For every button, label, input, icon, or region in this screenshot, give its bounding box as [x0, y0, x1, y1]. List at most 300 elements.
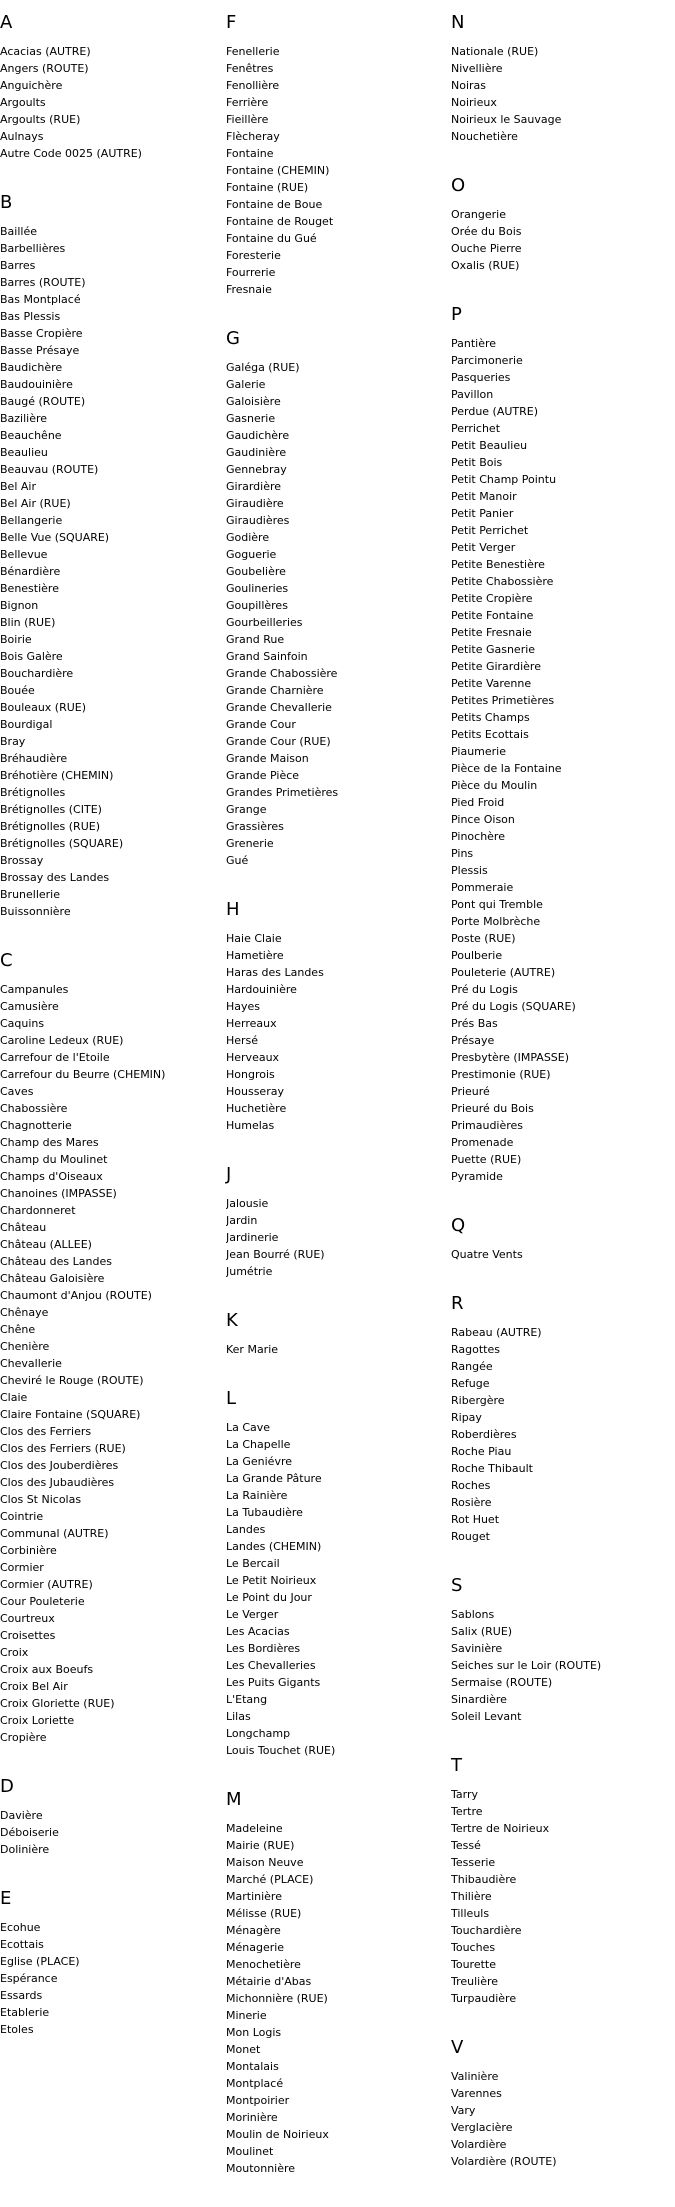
street-name: Prestimonie (RUE) [451, 1068, 551, 1081]
street-name: Herveaux [226, 1051, 280, 1064]
street-name: Clos des Jouberdières [0, 1459, 119, 1472]
street-name: Pièce du Moulin [451, 779, 538, 792]
street-name: Ribergère [451, 1394, 505, 1407]
street-name: Longchamp [226, 1727, 291, 1740]
street-name: Bouleaux (RUE) [0, 701, 87, 714]
street-name: Moutonnière [226, 2162, 296, 2175]
street-name: Clos des Jubaudières [0, 1476, 115, 1489]
street-name: Morinière [226, 2111, 278, 2124]
street-name: Petit Panier [451, 507, 514, 520]
street-name: Petits Champs [451, 711, 530, 724]
street-name: Fontaine [226, 147, 274, 160]
street-name: Rabeau (AUTRE) [451, 1326, 542, 1339]
street-name: Château (ALLEE) [0, 1238, 92, 1251]
street-name: Brossay [0, 854, 44, 867]
letter-section [451, 304, 671, 1185]
street-name: Rosière [451, 1496, 492, 1509]
letter-section [0, 1888, 220, 2038]
street-name: Tessé [451, 1839, 481, 1852]
street-name: Grand Rue [226, 633, 285, 646]
street-name: Les Bordières [226, 1642, 301, 1655]
section-letter-heading: M [226, 1789, 242, 1810]
street-name: Cormier [0, 1561, 44, 1574]
street-name: Chagnotterie [0, 1119, 72, 1132]
street-name: Eglise (PLACE) [0, 1955, 80, 1968]
street-name: Autre Code 0025 (AUTRE) [0, 147, 142, 160]
street-name: Bellevue [0, 548, 48, 561]
street-name: Menochetière [226, 1958, 301, 1971]
street-name: Grange [226, 803, 267, 816]
street-name: Porte Molbrèche [451, 915, 541, 928]
street-name: Jean Bourré (RUE) [226, 1248, 325, 1261]
street-list [226, 1419, 446, 1759]
street-name: Noirieux le Sauvage [451, 113, 562, 126]
street-name: Petite Benestière [451, 558, 545, 571]
street-name: Grandes Primetières [226, 786, 339, 799]
street-name: Montplacé [226, 2077, 284, 2090]
street-name: Promenade [451, 1136, 514, 1149]
street-name: Petit Manoir [451, 490, 517, 503]
street-name: Montpoirier [226, 2094, 290, 2107]
street-list [0, 223, 220, 920]
street-name: Hongrois [226, 1068, 275, 1081]
street-name: Brétignolles (RUE) [0, 820, 100, 833]
street-name: Barres (ROUTE) [0, 276, 86, 289]
street-list [226, 1341, 446, 1358]
street-name: Les Chevalleries [226, 1659, 316, 1672]
street-name: Pins [451, 847, 474, 860]
street-name: Roberdières [451, 1428, 517, 1441]
street-name: Fenollière [226, 79, 280, 92]
street-name: Jardin [226, 1214, 258, 1227]
street-name: Haras des Landes [226, 966, 324, 979]
street-name: Parcimonerie [451, 354, 523, 367]
street-list [451, 1606, 671, 1725]
street-list [0, 981, 220, 1746]
street-name: Chanoines (IMPASSE) [0, 1187, 117, 1200]
street-name: Lilas [226, 1710, 251, 1723]
section-letter-heading: Q [451, 1215, 466, 1236]
street-name: Croix Loriette [0, 1714, 75, 1727]
street-list [0, 1919, 220, 2038]
street-name: Madeleine [226, 1822, 283, 1835]
street-name: Turpaudière [451, 1992, 517, 2005]
street-name: Presbytère (IMPASSE) [451, 1051, 570, 1064]
street-name: Girardière [226, 480, 282, 493]
street-name: Baudouinière [0, 378, 73, 391]
letter-section [0, 12, 220, 162]
street-name: Gaudichère [226, 429, 290, 442]
street-name: Campanules [0, 983, 69, 996]
street-name: Nivellière [451, 62, 503, 75]
street-name: Aulnays [0, 130, 44, 143]
street-name: Sinardière [451, 1693, 507, 1706]
street-name: Roche Thibault [451, 1462, 533, 1475]
letter-section [0, 950, 220, 1746]
street-name: Godière [226, 531, 270, 544]
street-list [451, 1246, 671, 1263]
street-name: Ragottes [451, 1343, 500, 1356]
street-name: Landes [226, 1523, 266, 1536]
street-name: Angers (ROUTE) [0, 62, 89, 75]
street-name: Baudichère [0, 361, 63, 374]
street-name: Champ du Moulinet [0, 1153, 108, 1166]
street-name: La Rainière [226, 1489, 288, 1502]
street-name: Jalousie [226, 1197, 269, 1210]
street-list [451, 2068, 671, 2170]
street-name: Rangée [451, 1360, 493, 1373]
street-name: Gaudinière [226, 446, 287, 459]
street-name: Ecohue [0, 1921, 41, 1934]
street-name: Orée du Bois [451, 225, 522, 238]
street-name: Gourbeilleries [226, 616, 303, 629]
street-name: Roche Piau [451, 1445, 512, 1458]
street-name: Pont qui Tremble [451, 898, 543, 911]
street-name: Piaumerie [451, 745, 506, 758]
street-name: Herreaux [226, 1017, 277, 1030]
street-name: Grande Maison [226, 752, 309, 765]
street-name: Petite Fresnaie [451, 626, 532, 639]
street-name: Tertre [451, 1805, 483, 1818]
street-name: Chênaye [0, 1306, 49, 1319]
street-name: Clos St Nicolas [0, 1493, 82, 1506]
street-name: Humelas [226, 1119, 275, 1132]
street-name: Roches [451, 1479, 491, 1492]
street-name: Poulberie [451, 949, 503, 962]
street-list [451, 1324, 671, 1545]
street-name: Baillée [0, 225, 37, 238]
street-name: Perrichet [451, 422, 501, 435]
street-name: Ménagère [226, 1924, 281, 1937]
street-name: Pouleterie (AUTRE) [451, 966, 556, 979]
index-column [0, 12, 220, 2068]
street-name: Gué [226, 854, 249, 867]
street-name: Moulin de Noirieux [226, 2128, 329, 2141]
street-name: Cropière [0, 1731, 47, 1744]
street-list [0, 43, 220, 162]
street-name: Courtreux [0, 1612, 55, 1625]
street-name: La Grande Pâture [226, 1472, 322, 1485]
street-name: Métairie d'Abas [226, 1975, 312, 1988]
street-name: Caroline Ledeux (RUE) [0, 1034, 124, 1047]
street-name: Hardouinière [226, 983, 297, 996]
letter-section [226, 1164, 446, 1280]
street-name: Goupillères [226, 599, 288, 612]
street-name: Tertre de Noirieux [451, 1822, 550, 1835]
street-name: Bel Air (RUE) [0, 497, 71, 510]
street-name: Pinochère [451, 830, 505, 843]
street-name: Mélisse (RUE) [226, 1907, 302, 1920]
street-name: Carrefour de l'Etoile [0, 1051, 110, 1064]
street-name: Prieuré du Bois [451, 1102, 534, 1115]
letter-section [226, 1789, 446, 2177]
index-column [226, 12, 446, 2207]
street-name: Petite Chabossière [451, 575, 554, 588]
street-name: Boirie [0, 633, 32, 646]
street-name: Pied Froid [451, 796, 505, 809]
street-name: Ecottais [0, 1938, 44, 1951]
street-name: Les Acacias [226, 1625, 290, 1638]
street-name: Ker Marie [226, 1343, 279, 1356]
letter-section [0, 1776, 220, 1858]
street-name: Etablerie [0, 2006, 50, 2019]
letter-section [451, 1575, 671, 1725]
street-name: Volardière (ROUTE) [451, 2155, 557, 2168]
section-letter-heading: K [226, 1310, 238, 1331]
letter-section [451, 1755, 671, 2007]
section-letter-heading: N [451, 12, 465, 33]
street-name: Belle Vue (SQUARE) [0, 531, 110, 544]
street-name: Davière [0, 1809, 43, 1822]
street-name: Sablons [451, 1608, 495, 1621]
street-name: Ménagerie [226, 1941, 285, 1954]
street-name: Bréhotière (CHEMIN) [0, 769, 114, 782]
street-name: Jardinerie [226, 1231, 279, 1244]
street-name: Grenerie [226, 837, 274, 850]
street-name: Croix aux Boeufs [0, 1663, 94, 1676]
street-name: Savinière [451, 1642, 503, 1655]
street-name: Monet [226, 2043, 261, 2056]
street-name: Caquins [0, 1017, 45, 1030]
street-name: Champ des Mares [0, 1136, 99, 1149]
street-name: Prés Bas [451, 1017, 498, 1030]
street-name: Bénardière [0, 565, 61, 578]
street-name: Montalais [226, 2060, 279, 2073]
street-name: Touches [451, 1941, 496, 1954]
section-letter-heading: A [0, 12, 13, 33]
street-name: Cointrie [0, 1510, 44, 1523]
street-name: Château [0, 1221, 47, 1234]
street-name: Chardonneret [0, 1204, 76, 1217]
street-name: Soleil Levant [451, 1710, 522, 1723]
index-column [451, 12, 671, 2200]
street-name: Pommeraie [451, 881, 514, 894]
street-name: Ouche Pierre [451, 242, 522, 255]
section-letter-heading: T [451, 1755, 462, 1776]
letter-section [226, 899, 446, 1134]
street-name: Foresterie [226, 249, 281, 262]
section-letter-heading: O [451, 175, 466, 196]
street-name: Oxalis (RUE) [451, 259, 520, 272]
street-name: Beauvau (ROUTE) [0, 463, 99, 476]
street-name: Chêne [0, 1323, 36, 1336]
street-name: Présaye [451, 1034, 495, 1047]
street-name: Seiches sur le Loir (ROUTE) [451, 1659, 602, 1672]
street-name: Salix (RUE) [451, 1625, 513, 1638]
street-name: Petites Primetières [451, 694, 555, 707]
street-list [226, 359, 446, 869]
street-name: Corbinière [0, 1544, 57, 1557]
street-name: Bois Galère [0, 650, 63, 663]
street-name: Petite Varenne [451, 677, 532, 690]
street-name: Fontaine de Rouget [226, 215, 334, 228]
street-name: Le Petit Noirieux [226, 1574, 317, 1587]
street-name: Anguichère [0, 79, 63, 92]
street-name: Petit Champ Pointu [451, 473, 557, 486]
street-name: Brossay des Landes [0, 871, 110, 884]
street-name: Camusière [0, 1000, 59, 1013]
section-letter-heading: D [0, 1776, 14, 1797]
street-name: Mairie (RUE) [226, 1839, 295, 1852]
street-name: Fourrerie [226, 266, 276, 279]
street-name: Moulinet [226, 2145, 274, 2158]
street-name: Grande Pièce [226, 769, 300, 782]
street-name: Varennes [451, 2087, 502, 2100]
street-name: Touchardière [451, 1924, 522, 1937]
street-name: Benestière [0, 582, 59, 595]
letter-section [451, 12, 671, 145]
street-name: Caves [0, 1085, 34, 1098]
street-name: Bourdigal [0, 718, 53, 731]
street-name: Petit Verger [451, 541, 516, 554]
street-name: Giraudières [226, 514, 290, 527]
street-name: Petite Fontaine [451, 609, 534, 622]
street-name: Grande Chabossière [226, 667, 338, 680]
street-name: Clos des Ferriers [0, 1425, 92, 1438]
section-letter-heading: E [0, 1888, 12, 1909]
street-name: Champs d'Oiseaux [0, 1170, 103, 1183]
street-list [226, 1195, 446, 1280]
street-name: Fontaine de Boue [226, 198, 323, 211]
street-name: Grassières [226, 820, 284, 833]
street-name: Mon Logis [226, 2026, 282, 2039]
street-name: Nationale (RUE) [451, 45, 539, 58]
street-name: Déboiserie [0, 1826, 59, 1839]
street-name: Petite Girardière [451, 660, 541, 673]
street-name: Fresnaie [226, 283, 272, 296]
street-name: Poste (RUE) [451, 932, 516, 945]
street-name: Goguerie [226, 548, 277, 561]
street-name: Fenêtres [226, 62, 274, 75]
street-name: Fenellerie [226, 45, 280, 58]
street-name: Thilière [451, 1890, 492, 1903]
street-name: Giraudière [226, 497, 284, 510]
street-list [451, 335, 671, 1185]
street-name: Grande Cour [226, 718, 296, 731]
street-name: Le Verger [226, 1608, 279, 1621]
street-name: Cour Pouleterie [0, 1595, 85, 1608]
street-name: Bray [0, 735, 26, 748]
street-name: Bignon [0, 599, 39, 612]
street-name: Grande Cour (RUE) [226, 735, 331, 748]
street-name: Claire Fontaine (SQUARE) [0, 1408, 141, 1421]
street-name: Croix Gloriette (RUE) [0, 1697, 115, 1710]
street-name: Landes (CHEMIN) [226, 1540, 322, 1553]
street-name: Beauchêne [0, 429, 62, 442]
street-list [451, 1786, 671, 2007]
street-name: Thibaudière [451, 1873, 517, 1886]
street-name: Goulineries [226, 582, 289, 595]
street-name: Bazilière [0, 412, 48, 425]
street-name: Pré du Logis [451, 983, 518, 996]
street-name: Buissonnière [0, 905, 71, 918]
street-name: Brétignolles (SQUARE) [0, 837, 124, 850]
street-name: Goubelière [226, 565, 286, 578]
street-name: Bas Plessis [0, 310, 61, 323]
street-list [451, 206, 671, 274]
street-name: Petit Perrichet [451, 524, 529, 537]
street-name: Pavillon [451, 388, 494, 401]
street-list [226, 43, 446, 298]
street-name: Carrefour du Beurre (CHEMIN) [0, 1068, 166, 1081]
section-letter-heading: G [226, 328, 240, 349]
street-name: Housseray [226, 1085, 284, 1098]
street-name: Croix Bel Air [0, 1680, 68, 1693]
section-letter-heading: V [451, 2037, 464, 2058]
street-name: Maison Neuve [226, 1856, 304, 1869]
letter-section [226, 1388, 446, 1759]
street-name: Argoults (RUE) [0, 113, 81, 126]
street-name: Le Point du Jour [226, 1591, 312, 1604]
street-name: Cormier (AUTRE) [0, 1578, 93, 1591]
street-name: Bréhaudière [0, 752, 68, 765]
section-letter-heading: L [226, 1388, 237, 1409]
street-name: Puette (RUE) [451, 1153, 522, 1166]
street-name: Fontaine du Gué [226, 232, 317, 245]
street-name: Galerie [226, 378, 266, 391]
street-list [226, 1820, 446, 2177]
street-name: Pantière [451, 337, 497, 350]
street-name: Pince Oison [451, 813, 515, 826]
street-name: Bellangerie [0, 514, 63, 527]
street-name: Essards [0, 1989, 43, 2002]
street-name: Fieillère [226, 113, 269, 126]
street-name: Beaulieu [0, 446, 48, 459]
street-name: Brunellerie [0, 888, 61, 901]
street-name: Minerie [226, 2009, 267, 2022]
street-name: Michonnière (RUE) [226, 1992, 328, 2005]
street-name: Brétignolles (CITE) [0, 803, 102, 816]
street-name: Bel Air [0, 480, 36, 493]
letter-section [451, 2037, 671, 2170]
street-name: Cheviré le Rouge (ROUTE) [0, 1374, 144, 1387]
street-name: Sermaise (ROUTE) [451, 1676, 553, 1689]
street-name: Bouée [0, 684, 35, 697]
letter-section [226, 328, 446, 869]
street-name: Rot Huet [451, 1513, 500, 1526]
section-letter-heading: R [451, 1293, 464, 1314]
street-name: Gennebray [226, 463, 287, 476]
letter-section [451, 1215, 671, 1263]
street-name: Petits Ecottais [451, 728, 529, 741]
street-name: La Chapelle [226, 1438, 291, 1451]
street-name: Galéga (RUE) [226, 361, 300, 374]
street-name: Bas Montplacé [0, 293, 81, 306]
street-name: Blin (RUE) [0, 616, 56, 629]
street-name: Hayes [226, 1000, 261, 1013]
street-name: Petit Beaulieu [451, 439, 528, 452]
street-name: Primaudières [451, 1119, 524, 1132]
street-name: Nouchetière [451, 130, 518, 143]
street-name: Orangerie [451, 208, 506, 221]
street-name: Etoles [0, 2023, 34, 2036]
street-name: Pasqueries [451, 371, 511, 384]
street-name: Bouchardière [0, 667, 74, 680]
letter-section [451, 1293, 671, 1545]
street-name: Gasnerie [226, 412, 276, 425]
street-name: Petite Gasnerie [451, 643, 536, 656]
street-name: Flècheray [226, 130, 280, 143]
street-name: Brétignolles [0, 786, 66, 799]
street-list [0, 1807, 220, 1858]
letter-section [226, 1310, 446, 1358]
street-name: La Tubaudière [226, 1506, 303, 1519]
section-letter-heading: S [451, 1575, 463, 1596]
street-name: Tarry [451, 1788, 479, 1801]
street-name: Noiras [451, 79, 487, 92]
street-name: Le Bercail [226, 1557, 280, 1570]
street-name: Tourette [451, 1958, 496, 1971]
